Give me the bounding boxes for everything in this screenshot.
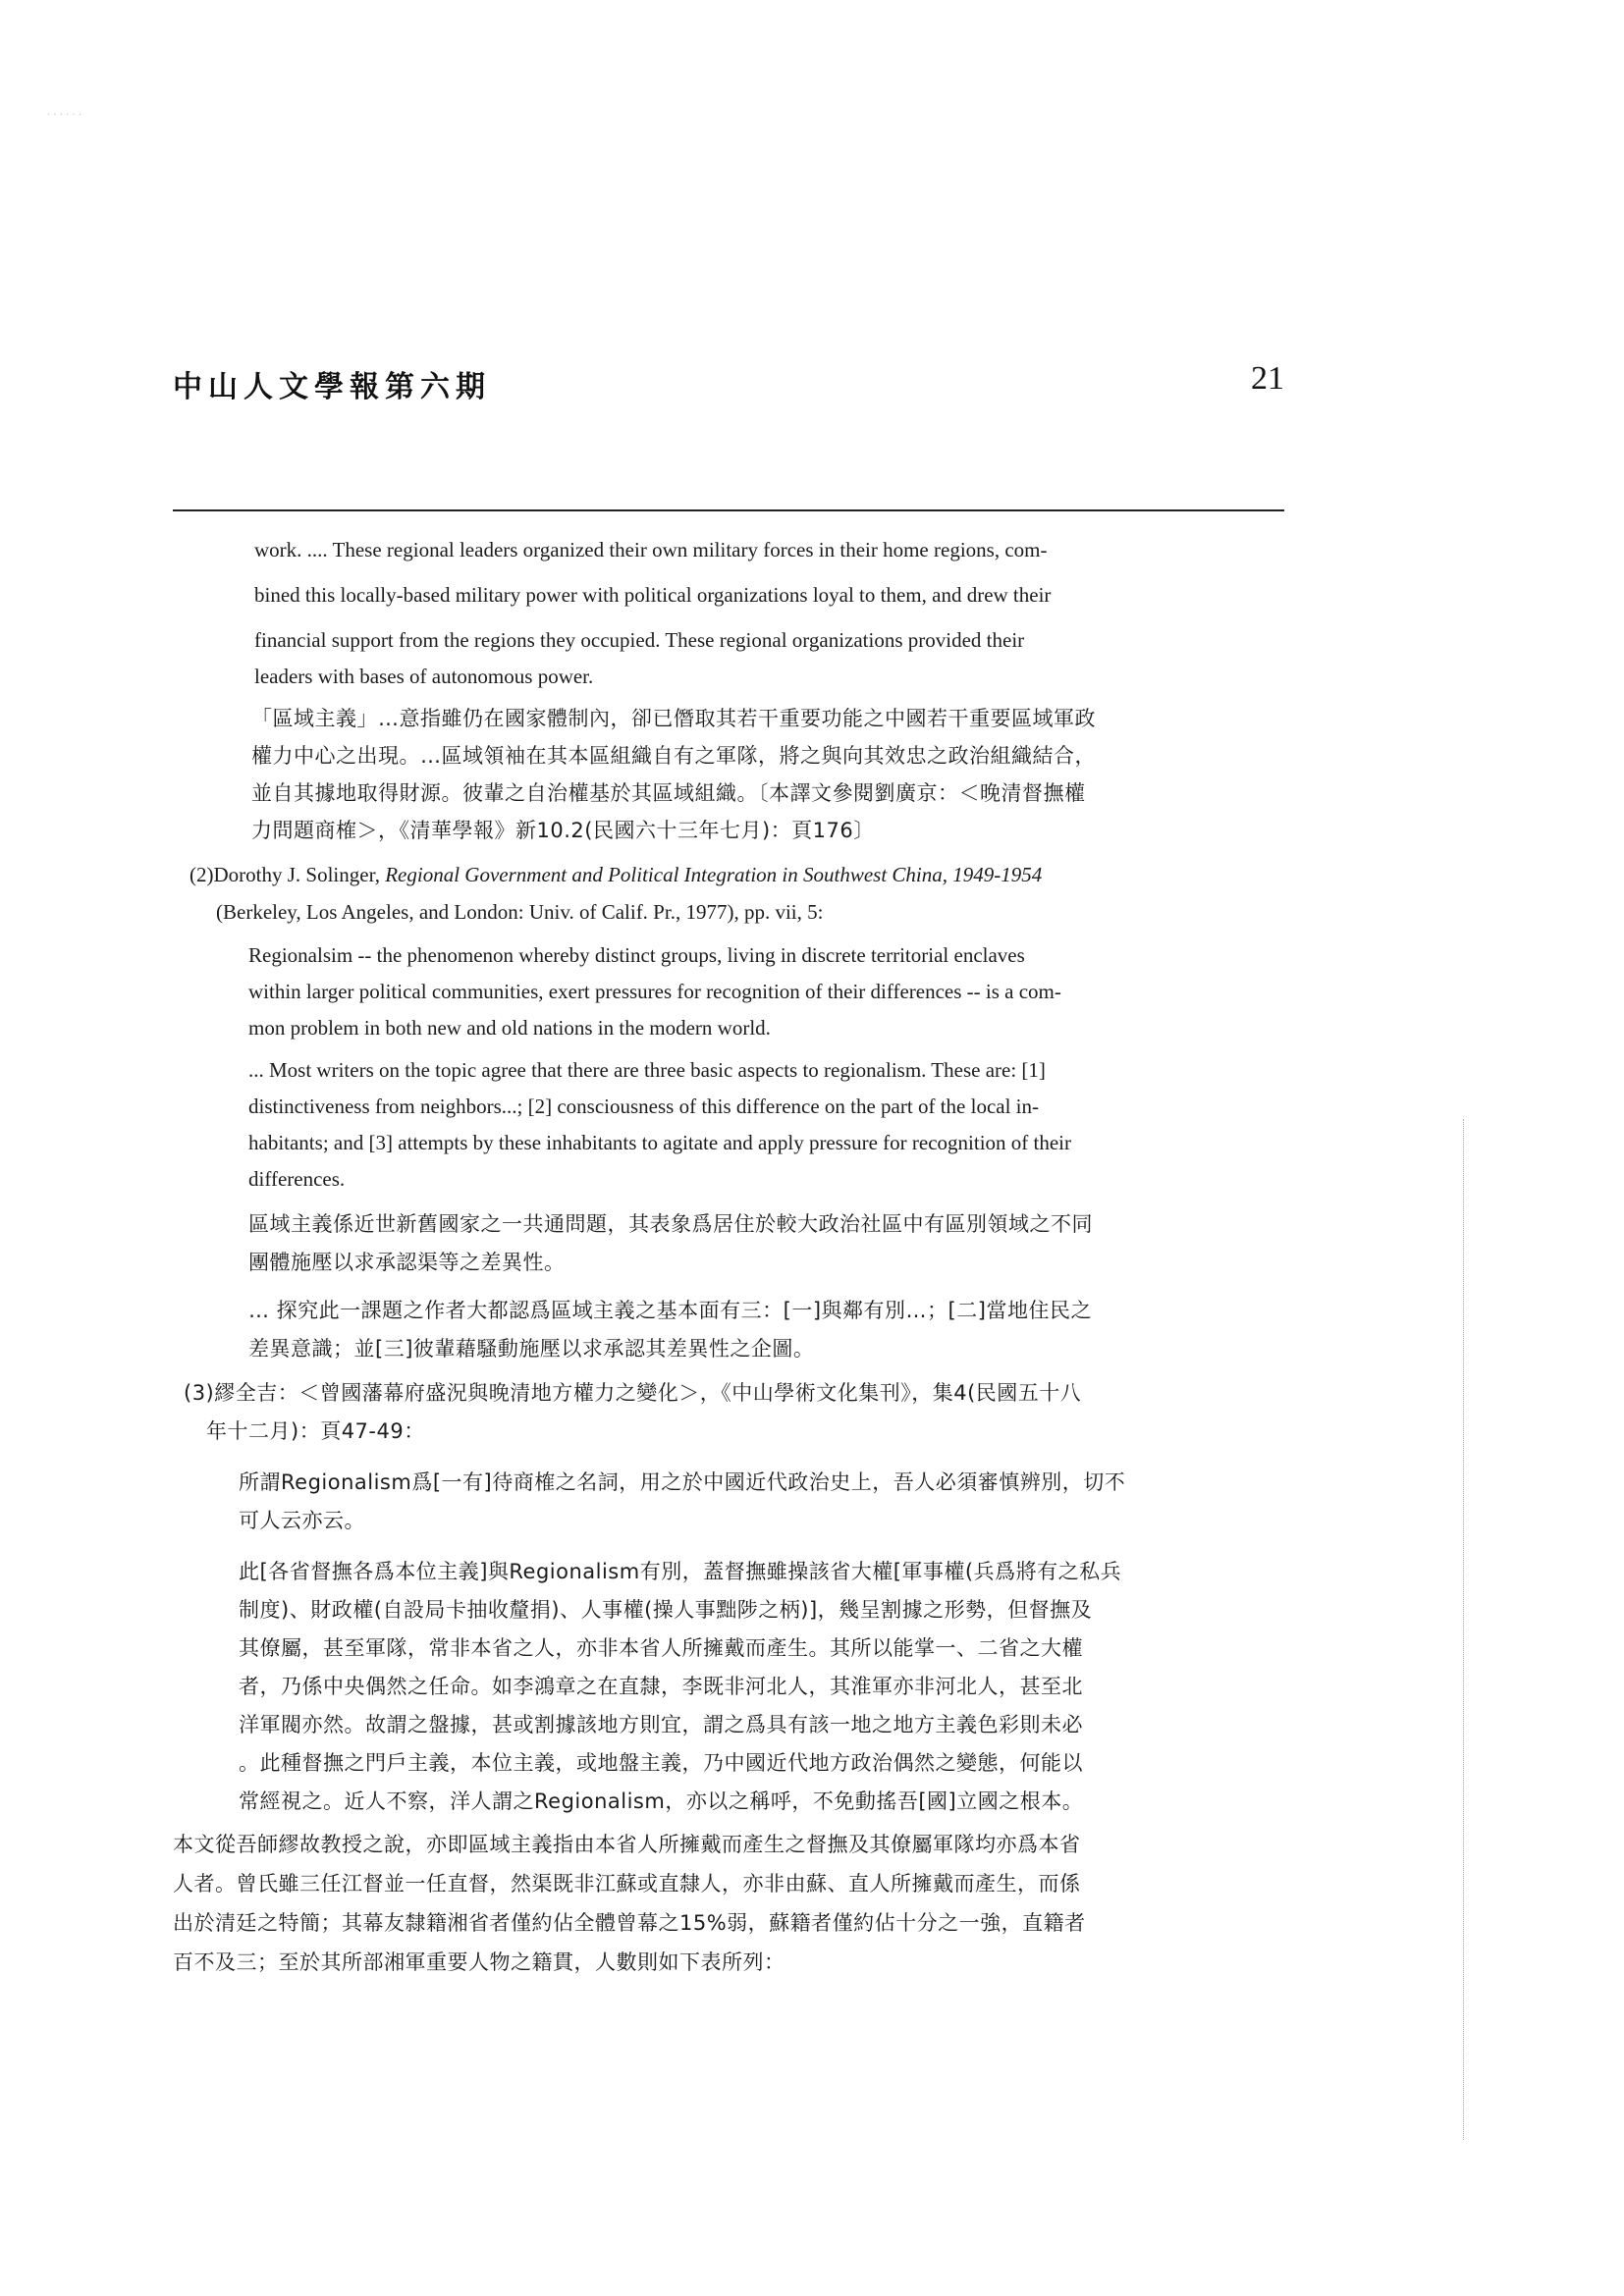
footnote-line: 常經視之。近人不察，洋人謂之Regionalism，亦以之稱呼，不免動搖吾[國]立國之根本。 — [239, 1789, 1084, 1813]
header-rule — [173, 509, 1284, 511]
footnote-line: 其僚屬，甚至軍隊，常非本省之人，亦非本省人所擁戴而產生。其所以能掌一、二省之大權 — [239, 1636, 1083, 1660]
footnote-line: 可人云亦云。 — [239, 1509, 365, 1532]
footnote-line: leaders with bases of autonomous power. — [254, 665, 594, 688]
footnote-line: … 探究此一課題之作者大都認爲區域主義之基本面有三：[一]與鄰有別…；[二]當地住民之 — [248, 1299, 1092, 1322]
journal-title: 中山人文學報第六期 — [173, 370, 491, 404]
citation-line: (Berkeley, Los Angeles, and London: Univ. of Calif. Pr., 1977), pp. vii, 5: — [216, 900, 824, 924]
footnote-line: 百不及三；至於其所部湘軍重要人物之籍貫，人數則如下表所列： — [173, 1950, 785, 1974]
citation-prefix: (2)Dorothy J. Solinger, — [189, 863, 386, 886]
footnote-line: 者，乃係中央偶然之任命。如李鴻章之在直隸，李既非河北人，其淮軍亦非河北人，甚至北 — [239, 1675, 1083, 1698]
footnote-line: bined this locally-based military power with political organizations loyal to them, and drew their — [254, 583, 1052, 607]
footnote-line: 差異意識；並[三]彼輩藉騷動施壓以求承認其差異性之企圖。 — [248, 1337, 815, 1361]
citation-book-title: Regional Government and Political Integration in Southwest China, 1949-1954 — [385, 863, 1043, 886]
running-header — [173, 358, 1284, 407]
footnote-line: differences. — [248, 1167, 346, 1191]
footnote-line: 權力中心之出現。…區域領袖在其本區組織自有之軍隊，將之與向其效忠之政治組織結合， — [251, 744, 1096, 768]
footnote-line: within larger political communities, exert pressures for recognition of their differences -- is a com- — [248, 980, 1061, 1003]
footnote-line: 此[各省督撫各爲本位主義]與Regionalism有別，蓋督撫雖操該省大權[軍事權(兵爲將有之私兵 — [239, 1560, 1122, 1583]
page-number: 21 — [1251, 360, 1284, 397]
footnote-line: 所謂Regionalism爲[一有]待商榷之名詞，用之於中國近代政治史上，吾人必須審慎辨別，切不 — [239, 1470, 1126, 1494]
scan-margin-mark — [1463, 1119, 1464, 2140]
footnote-line: 力問題商榷＞，《清華學報》新10.2(民國六十三年七月)：頁176〕 — [251, 819, 875, 842]
footnote-line: 。此種督撫之門戶主義，本位主義，或地盤主義，乃中國近代地方政治偶然之變態，何能以 — [239, 1751, 1083, 1775]
footnote-line: 並自其據地取得財源。彼輩之自治權基於其區域組織。〔本譯文參閱劉廣京：＜晚清督撫權 — [251, 781, 1086, 805]
footnote-line: 區域主義係近世新舊國家之一共通問題，其表象爲居住於較大政治社區中有區別領域之不同 — [248, 1212, 1093, 1236]
footnote-line: 洋軍閥亦然。故謂之盤據，甚或割據該地方則宜，謂之爲具有該一地之地方主義色彩則未必 — [239, 1713, 1083, 1736]
footnote-line: Regionalsim -- the phenomenon whereby distinct groups, living in discrete territorial enclaves — [248, 943, 1025, 967]
citation-line: 年十二月)：頁47-49： — [206, 1419, 425, 1443]
footnote-line: 人者。曾氏雖三任江督並一任直督，然渠既非江蘇或直隸人，亦非由蘇、直人所擁戴而產生，而係 — [173, 1872, 1081, 1896]
footnote-line: mon problem in both new and old nations in the modern world. — [248, 1016, 771, 1040]
scan-speck: · · · · · · — [47, 110, 81, 121]
footnote-line: 本文從吾師繆故教授之說，亦即區域主義指由本省人所擁戴而產生之督撫及其僚屬軍隊均亦爲本省 — [173, 1833, 1081, 1856]
citation-line — [189, 857, 1042, 893]
footnote-line: ... Most writers on the topic agree that there are three basic aspects to regionalism. These are: [1] — [248, 1058, 1046, 1082]
footnote-line: 制度)、財政權(自設局卡抽收釐捐)、人事權(操人事黜陟之柄)]，幾呈割據之形勢，但督撫及 — [239, 1598, 1093, 1622]
footnote-line: 出於清廷之特簡；其幕友隸籍湘省者僅約佔全體曾幕之15%弱，蘇籍者僅約佔十分之一強，直籍者 — [173, 1911, 1086, 1935]
citation-line: (3)繆全吉：＜曾國藩幕府盛況與晚清地方權力之變化＞，《中山學術文化集刊》，集4(民國五十八 — [184, 1381, 1082, 1405]
footnote-line: habitants; and [3] attempts by these inhabitants to agitate and apply pressure for recognition of their — [248, 1131, 1072, 1154]
footnote-line: 「區域主義」…意指雖仍在國家體制內，卻已僭取其若干重要功能之中國若干重要區域軍政 — [251, 707, 1096, 730]
footnote-line: distinctiveness from neighbors...; [2] consciousness of this difference on the part of the local in- — [248, 1095, 1039, 1118]
footnote-line: 團體施壓以求承認渠等之差異性。 — [248, 1251, 566, 1274]
footnote-line: financial support from the regions they occupied. These regional organizations provided their — [254, 628, 1025, 652]
footnote-line: work. .... These regional leaders organized their own military forces in their home regions, com- — [254, 538, 1048, 561]
